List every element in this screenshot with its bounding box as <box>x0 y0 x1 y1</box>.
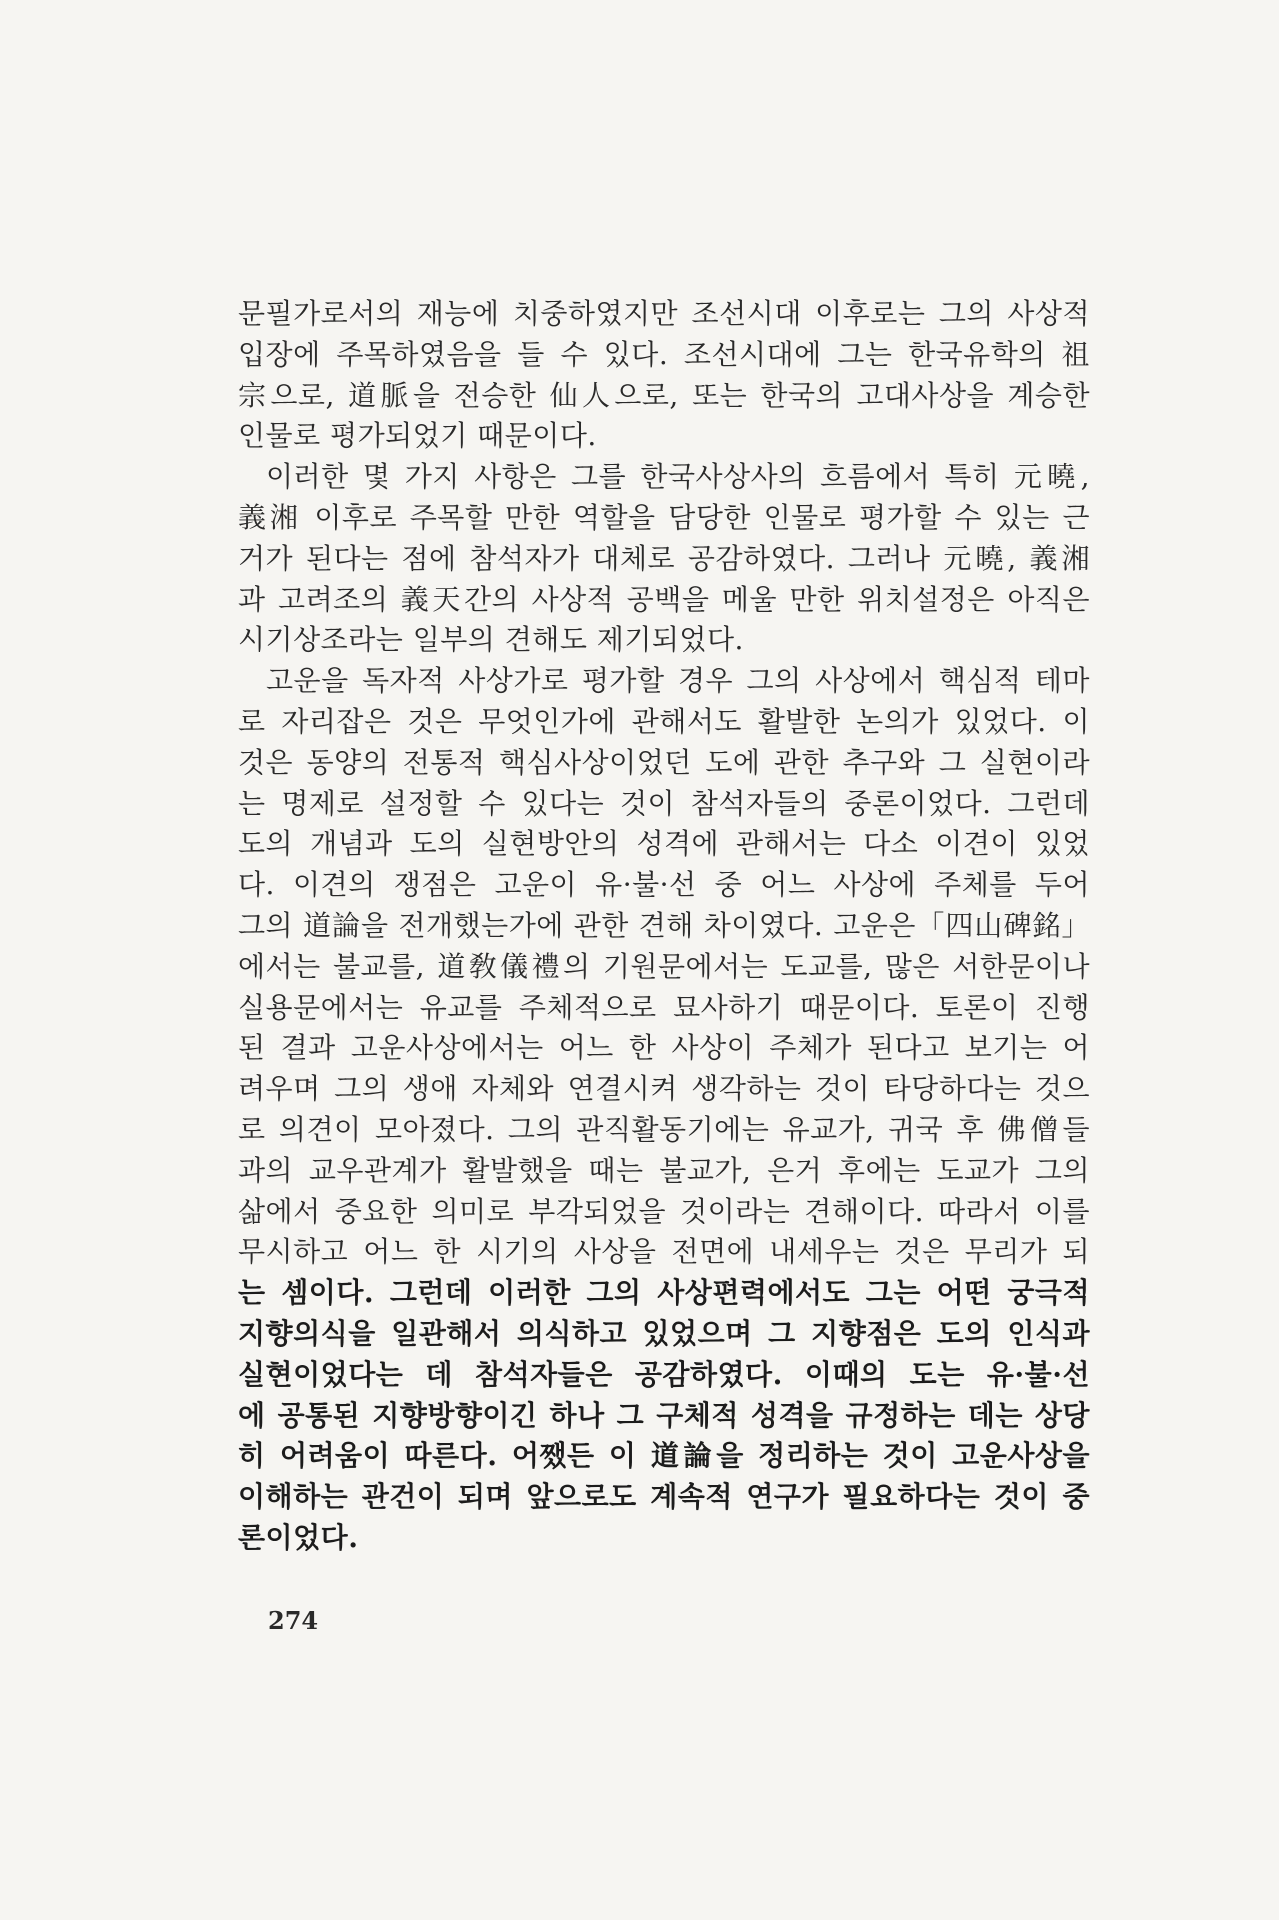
text-line-9: 시기상조라는 일부의 견해도 제기되었다. <box>238 623 744 657</box>
page-number: 274 <box>268 1606 319 1635</box>
text-line-11: 로 자리잡은 것은 무엇인가에 관해서도 활발한 논의가 있었다. 이 <box>238 704 1090 738</box>
text-line-6: 義湘 이후로 주목할 만한 역할을 담당한 인물로 평가할 수 있는 근 <box>238 500 1090 534</box>
text-line-14: 도의 개념과 도의 실현방안의 성격에 관해서는 다소 이견이 있었 <box>238 827 1090 861</box>
text-line-8: 과 고려조의 義天간의 사상적 공백을 메울 만한 위치설정은 아직은 <box>238 582 1090 616</box>
text-line-20: 려우며 그의 생애 자체와 연결시켜 생각하는 것이 타당하다는 것으 <box>238 1072 1090 1106</box>
text-line-2: 입장에 주목하였음을 들 수 있다. 조선시대에 그는 한국유학의 祖 <box>238 337 1090 371</box>
text-line-16: 그의 道論을 전개했는가에 관한 견해 차이였다. 고운은「四山碑銘」 <box>238 908 1090 942</box>
text-line-21: 로 의견이 모아졌다. 그의 관직활동기에는 유교가, 귀국 후 佛僧들 <box>238 1112 1090 1146</box>
text-line-15: 다. 이견의 쟁점은 고운이 유·불·선 중 어느 사상에 주체를 두어 <box>238 868 1090 902</box>
text-line-27: 실현이었다는 데 참석자들은 공감하였다. 이때의 도는 유·불·선 <box>238 1357 1090 1391</box>
text-line-26: 지향의식을 일관해서 의식하고 있었으며 그 지향점은 도의 인식과 <box>238 1316 1090 1350</box>
text-line-18: 실용문에서는 유교를 주체적으로 묘사하기 때문이다. 토론이 진행 <box>238 990 1090 1024</box>
text-line-13: 는 명제로 설정할 수 있다는 것이 참석자들의 중론이었다. 그런데 <box>238 786 1090 820</box>
text-line-17: 에서는 불교를, 道敎儀禮의 기원문에서는 도교를, 많은 서한문이나 <box>238 949 1090 983</box>
text-line-30: 이해하는 관건이 되며 앞으로도 계속적 연구가 필요하다는 것이 중 <box>238 1480 1090 1514</box>
text-line-31: 론이었다. <box>238 1520 359 1554</box>
text-line-19: 된 결과 고운사상에서는 어느 한 사상이 주체가 된다고 보기는 어 <box>238 1031 1090 1065</box>
text-line-23: 삶에서 중요한 의미로 부각되었을 것이라는 견해이다. 따라서 이를 <box>238 1194 1090 1228</box>
body-text <box>238 294 1090 1559</box>
text-line-3: 宗으로, 道脈을 전승한 仙人으로, 또는 한국의 고대사상을 계승한 <box>238 378 1090 412</box>
text-line-28: 에 공통된 지향방향이긴 하나 그 구체적 성격을 규정하는 데는 상당 <box>238 1398 1090 1432</box>
text-line-1: 문필가로서의 재능에 치중하였지만 조선시대 이후로는 그의 사상적 <box>238 297 1090 330</box>
text-line-12: 것은 동양의 전통적 핵심사상이었던 도에 관한 추구와 그 실현이라 <box>238 745 1090 779</box>
text-line-22: 과의 교우관계가 활발했을 때는 불교가, 은거 후에는 도교가 그의 <box>238 1153 1090 1187</box>
text-line-25: 는 셈이다. 그런데 이러한 그의 사상편력에서도 그는 어떤 궁극적 <box>238 1276 1090 1310</box>
text-line-4: 인물로 평가되었기 때문이다. <box>238 419 597 453</box>
text-line-10: 고운을 독자적 사상가로 평가할 경우 그의 사상에서 핵심적 테마 <box>266 664 1090 698</box>
text-line-29: 히 어려움이 따른다. 어쨌든 이 道論을 정리하는 것이 고운사상을 <box>238 1439 1090 1473</box>
text-line-24: 무시하고 어느 한 시기의 사상을 전면에 내세우는 것은 무리가 되 <box>238 1235 1090 1269</box>
text-line-5: 이러한 몇 가지 사항은 그를 한국사상사의 흐름에서 특히 元曉, <box>266 460 1090 494</box>
text-line-7: 거가 된다는 점에 참석자가 대체로 공감하였다. 그러나 元曉, 義湘 <box>238 541 1090 575</box>
